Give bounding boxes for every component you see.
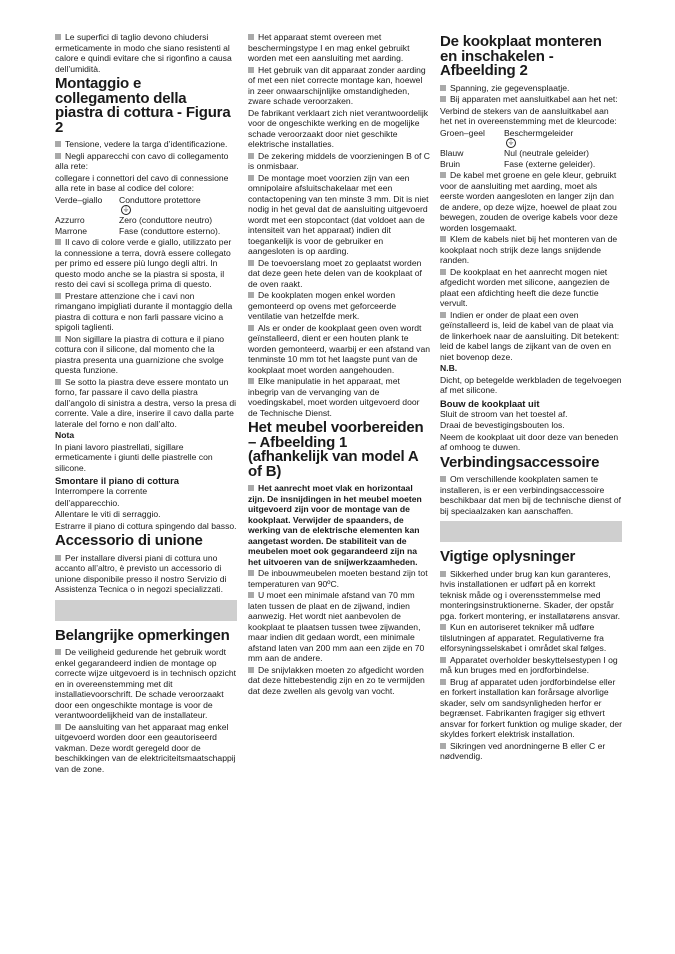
paragraph: Om verschillende kookplaten samen te installeren, is er een verbindingsaccessoire beschikbaar dat men bij de technische dienst of bij speciaalzaken kan aanschaffen. <box>440 474 622 516</box>
bullet-square-icon <box>248 667 254 673</box>
bullet-square-icon <box>440 571 446 577</box>
note-label: N.B. <box>440 363 458 373</box>
wire-meaning: Fase (conduttore esterno). <box>119 225 221 236</box>
paragraph: Per installare diversi piani di cottura uno accanto all’altro, è previsto un accessorio di unione disponibile presso il nostro Servizio di Assistenza Tecnica o in negozi specializzati. <box>55 552 227 594</box>
bullet-square-icon <box>440 312 446 318</box>
paragraph: Kun en autoriseret tekniker må udføre tilslutningen af apparatet. Regulativerne fra elforsyningsselskabet i området skal følges. <box>440 622 607 653</box>
ground-symbol-icon: ⏚ <box>122 206 130 213</box>
bullet-square-icon <box>440 624 446 630</box>
ground-symbol-icon: ⏚ <box>507 139 515 146</box>
paragraph: collegare i connettori del cavo di connessione alla rete in base al codice del colore: <box>55 172 229 193</box>
paragraph: U moet een minimale afstand van 70 mm laten tussen de plaat en de zijwand, indien aanwezig. Het wordt niet aanbevolen de kookplaat te plaatsen tussen twee zijwanden, maar indien dit gedaan wordt, een minimale afstand laten van 200 mm aan een zijde en 70 mm aan de andere. <box>248 590 425 663</box>
paragraph: Se sotto la piastra deve essere montato un forno, far passare il cavo della piastra dall’angolo di sinistra a destra, verso la presa di corrente. Vale a dire, inserire il cavo dalla parte laterale del forno e non dall’alto. <box>55 376 237 429</box>
paragraph: De kookplaten mogen enkel worden gemonteerd op ovens met geforceerde ventilatie van hetzelfde merk. <box>248 290 397 321</box>
bullet-square-icon <box>248 292 254 298</box>
bullet-square-icon <box>248 592 254 598</box>
heading-accessorio: Accessorio di unione <box>55 532 203 549</box>
note-text: Dicht, op betegelde werkbladen de tegelvoegen af met silicone. <box>440 374 622 395</box>
wire-color: Blauw <box>440 148 464 158</box>
wire-color: Bruin <box>440 158 461 169</box>
step-line: Estrarre il piano di cottura spingendo dal basso. <box>55 520 237 531</box>
language-separator-bar <box>440 521 622 542</box>
paragraph: Verbind de stekers van de aansluitkabel aan het net in overeenstemming met de kleurcode: <box>440 105 617 126</box>
paragraph: Elke manipulatie in het apparaat, met inbegrip van de vervanging van de voedingskabel, moet worden uitgevoerd door de Technische Dienst. <box>248 376 420 418</box>
wire-meaning: Fase (externe geleider). <box>504 158 596 169</box>
note-text: In piani lavoro piastrellati, sigillare ermeticamente i giunti delle piastrelle con silicone. <box>55 441 213 473</box>
paragraph: De fabrikant verklaart zich niet verantwoordelijk voor de ongeschikte werking en de mogelijke schade veroorzaakt door niet geschikte elektrische installaties. <box>248 107 429 149</box>
bullet-square-icon <box>55 141 61 147</box>
paragraph: Non sigillare la piastra di cottura e il piano cottura con il silicone, dal momento che la piastra presenta una guarnizione che svolge questa funzione. <box>55 333 225 375</box>
bullet-square-icon <box>55 293 61 299</box>
paragraph: De toevoerslang moet zo geplaatst worden dat deze geen hete delen van de kookplaat of de oven raakt. <box>248 257 422 289</box>
wire-color-table <box>440 128 622 170</box>
paragraph: Prestare attenzione che i cavi non rimangano impigliati durante il montaggio della piastra di cottura e non farli passare vicino a spigoli taglienti. <box>55 290 233 332</box>
heading-montaggio: Montaggio e collegamento della piastra di cottura - Figura 2 <box>55 75 231 136</box>
heading-monteren: De kookplaat monteren en inschakelen - Afbeelding 2 <box>440 33 602 79</box>
heading-vigtige: Vigtige oplysninger <box>440 548 576 565</box>
paragraph: De kabel met groene en gele kleur, gebruikt voor de aansluiting met aarding, moet als eerste worden aangesloten en langer zijn dan de andere, op deze wijze, hoewel de plaat zou bewegen, zouden de overige kabels voor deze worden losgemaakt. <box>440 170 618 233</box>
bullet-square-icon <box>440 96 446 102</box>
bullet-square-icon <box>55 34 61 40</box>
paragraph: De inbouwmeubelen moeten bestand zijn tot temperaturen van 90ºC. <box>248 568 428 589</box>
bullet-square-icon <box>248 153 254 159</box>
wire-meaning: Zero (conduttore neutro) <box>119 215 213 225</box>
bullet-square-icon <box>55 336 61 342</box>
step-line: dell’apparecchio. <box>55 497 120 508</box>
bullet-square-icon <box>440 172 446 178</box>
step-line: Sluit de stroom van het toestel af. <box>440 408 568 419</box>
bullet-square-icon <box>440 657 446 663</box>
paragraph: Het aanrecht moet vlak en horizontaal zijn. De insnijdingen in het meubel moeten uitgevoerd zijn voor de montage van de kookplaat. Verwijder de spaanders, de werking van de elektrische elementen kan aangetast worden. De stabiliteit van de meubelen moet ook gegarandeerd zijn na het uitvoeren van de snijwerkzaamheden. <box>248 483 422 567</box>
bullet-square-icon <box>55 724 61 730</box>
bullet-square-icon <box>248 378 254 384</box>
bullet-square-icon <box>440 476 446 482</box>
wire-color: Azzurro <box>55 215 85 225</box>
paragraph: De montage moet voorzien zijn van een omnipolaire afsluitschakelaar met een contactopening van ten minste 3 mm. Dit is niet nodig in het geval dat de aansluiting uitgevoerd wordt met een stopcontact (dat voldoet aan de intensiteit van het apparaat) indien dit toegankelijk is voor de gebruiker en aangesloten is op aarding. <box>248 172 429 256</box>
bullet-square-icon <box>440 85 446 91</box>
paragraph: Il cavo di colore verde e giallo, utilizzato per la connessione a terra, dovrà essere collegato per primo ed essere più lungo degli altri. In questo modo anche se la piastra si sposta, il resto dei cavi si scollega prima di questo. <box>55 237 232 289</box>
wire-meaning: Nul (neutrale geleider) <box>504 148 590 158</box>
heading-belangrijke: Belangrijke opmerkingen <box>55 626 230 644</box>
heading-meubel: Het meubel voorbereiden – Afbeelding 1 (afhankelijk van model A of B) <box>248 419 424 480</box>
column-1 <box>55 32 237 775</box>
paragraph: De aansluiting van het apparaat mag enkel uitgevoerd worden door een geautoriseerd vakman. Deze wordt geregeld door de beschikkingen van de elektriciteitsmaatschappij van de zone. <box>55 721 236 774</box>
wire-color: Marrone <box>55 225 87 236</box>
wire-color-table <box>55 195 237 237</box>
paragraph: Het gebruik van dit apparaat zonder aarding of met een niet correcte montage kan, hoewel in zeer onwaarschijnlijke omstandigheden, zware schade veroorzaken. <box>248 64 426 106</box>
paragraph: De veiligheid gedurende het gebruik wordt enkel gegarandeerd indien de montage op correcte wijze uitgevoerd is in technisch opzicht en in overeenstemming met dit installatievoorschrift. De schade veroorzaakt door een ongeschikte montage is voor de verantwoordelijkheid van de installateur. <box>55 647 237 720</box>
note-label: Nota <box>55 430 75 440</box>
bullet-square-icon <box>440 679 446 685</box>
paragraph: Als er onder de kookplaat geen oven wordt geïnstalleerd, dient er een houten plank te worden gemonteerd, waarbij er een afstand van tenminste 10 mm tot het laagste punt van de kookplaat moet worden aangehouden. <box>248 322 431 375</box>
heading-verbinding: Verbindingsaccessoire <box>440 453 600 471</box>
wire-meaning: Beschermgeleider ⏚ <box>504 127 574 146</box>
language-separator-bar <box>55 600 237 621</box>
bullet-square-icon <box>248 570 254 576</box>
paragraph: Sikkerhed under brug kan kun garanteres, hvis installationen er udført på en korrekt teknisk måde og i overensstemmelse med monteringsinstruktionerne. Skader, der opstår pga. forkert montering, er installatørens ansvar. <box>440 568 621 621</box>
paragraph: Negli apparecchi con cavo di collegamento alla rete: <box>55 150 229 171</box>
bullet-square-icon <box>248 325 254 331</box>
paragraph: De zekering middels de voorzieningen B of C is onmisbaar. <box>248 150 430 171</box>
wire-color: Verde–giallo <box>55 194 103 205</box>
column-2 <box>248 32 430 697</box>
step-line: Neem de kookplaat uit door deze van beneden af omhoog te duwen. <box>440 431 619 452</box>
bullet-square-icon <box>248 485 254 491</box>
bullet-square-icon <box>248 67 254 73</box>
bullet-square-icon <box>440 269 446 275</box>
paragraph: Tensione, vedere la targa d’identificazione. <box>55 139 237 150</box>
paragraph: Le superfici di taglio devono chiudersi ermeticamente in modo che siano resistenti al calore e quindi evitare che si rigonfino a causa dell’umidità. <box>55 32 232 74</box>
paragraph: Sikringen ved anordningerne B eller C er nødvendig. <box>440 740 606 761</box>
paragraph: Bij apparaten met aansluitkabel aan het net: <box>440 94 622 105</box>
wire-meaning: Conduttore protettore ⏚ <box>119 194 201 213</box>
bullet-square-icon <box>248 34 254 40</box>
paragraph: Spanning, zie gegevensplaatje. <box>440 83 622 94</box>
bullet-square-icon <box>55 379 61 385</box>
bullet-square-icon <box>440 743 446 749</box>
bullet-square-icon <box>55 649 61 655</box>
bullet-square-icon <box>440 236 446 242</box>
bullet-square-icon <box>248 260 254 266</box>
paragraph: De snijvlakken moeten zo afgedicht worden dat deze hittebestendig zijn en zo te vermijden dat deze zwellen als gevolg van vocht. <box>248 664 425 696</box>
heading-bouw: Bouw de kookplaat uit <box>440 397 540 409</box>
paragraph: Brug af apparatet uden jordforbindelse eller en forkert installation kan forårsage alvorlige skader, selv om sandsynligheden herfor er begrænset. Fabrikanten fragiger sig ethvert ansvar for forkert funktion og mulige skader, der skyldes forkert elektrisk installation. <box>440 676 622 739</box>
bullet-square-icon <box>55 153 61 159</box>
step-line: Draai de bevestigingsbouten los. <box>440 420 565 430</box>
paragraph: Het apparaat stemt overeen met beschermingstype I en mag enkel gebruikt worden met een aansluiting met aarding. <box>248 32 410 63</box>
paragraph: Klem de kabels niet bij het monteren van de kookplaat noch strijk deze langs snijdende randen. <box>440 234 618 265</box>
paragraph: Indien er onder de plaat een oven geïnstalleerd is, leid de kabel van de plaat via de linkerhoek naar de aansluiting. Dit betekent: leid de kabel langs de zijkant van de oven en niet bovenop deze. <box>440 309 620 362</box>
bullet-square-icon <box>248 175 254 181</box>
column-3 <box>440 32 622 763</box>
heading-smontare: Smontare il piano di cottura <box>55 475 179 486</box>
step-line: Interrompere la corrente <box>55 486 148 496</box>
bullet-square-icon <box>55 555 61 561</box>
paragraph: De kookplaat en het aanrecht mogen niet afgedicht worden met silicone, aangezien de plaat een afdichting heeft die deze functie vervult. <box>440 266 610 308</box>
bullet-square-icon <box>55 239 61 245</box>
wire-color: Groen–geel <box>440 127 485 138</box>
step-line: Allentare le viti di serraggio. <box>55 509 161 519</box>
paragraph: Apparatet overholder beskyttelsestypen I og må kun bruges med en jordforbindelse. <box>440 654 618 675</box>
